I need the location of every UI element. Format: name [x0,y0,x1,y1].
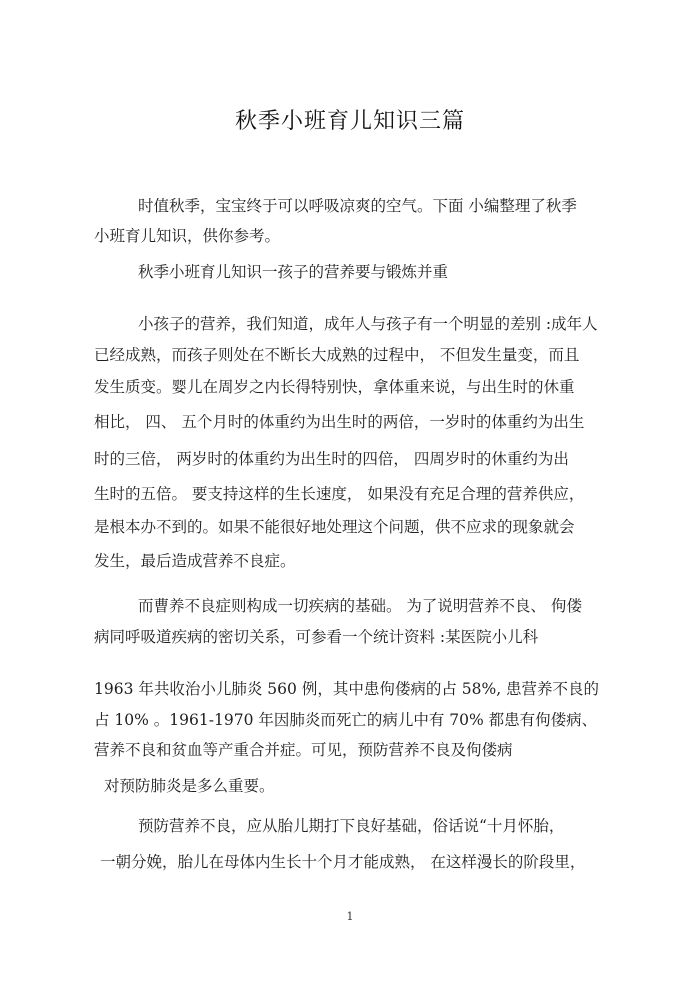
text-line: 对预防肺炎是多么重要。 [104,777,275,795]
document-title: 秋季小班育儿知识三篇 [234,109,465,134]
subheading-line: 秋季小班育儿知识一孩子的营养要与锻炼并重 [138,263,449,281]
text-line: 是根本办不到的。如果不能很好地处理这个问题，供不应求的现象就会 [94,518,575,536]
text-line: 占 10% 。1961-1970 年因肺炎而死亡的病儿中有 70% 都患有佝偻病、 [94,711,598,729]
text-line: 时的三倍， 两岁时的体重约为出生时的四倍， 四周岁时的休重约为出 [94,450,569,468]
text-line: 营养不良和贫血等产重合并症。可见，预防营养不良及佝偻病 [94,741,513,759]
text-line: 病同呼吸道疾病的密切关系，可参看一个统计资料 :某医院小儿科 [94,628,539,646]
text-line: 时值秋季，宝宝终于可以呼吸凉爽的空气。下面 小编整理了秋季 [138,197,577,215]
text-line: 发生，最后造成营养不良症。 [94,552,296,570]
text-line: 1963 年共收治小儿肺炎 560 例，其中患佝偻病的占 58%, 患营养不良的 [94,680,600,698]
text-line: 小孩子的营养，我们知道，成年人与孩子有一个明显的差别 :成年人 [138,315,598,333]
text-line: 而曹养不良症则构成一切疾病的基础。 为了说明营养不良、 佝偻 [138,597,582,615]
text-line: 相比， 四、 五个月时的体重约为出生时的两倍，一岁时的体重约为出生 [94,413,585,431]
text-line: 生时的五倍。 要支持这样的生长速度， 如果没有充足合理的营养供应， [94,485,585,503]
text-line: 发生质变。婴儿在周岁之内长得特别快，拿体重来说，与出生时的休重 [94,378,575,396]
text-line: 已经成熟，而孩子则处在不断长大成熟的过程中， 不但发生量变，而且 [94,346,580,364]
text-line: 预防营养不良，应从胎儿期打下良好基础，俗话说“十月怀胎， [138,817,565,835]
text-line: 一朝分娩，胎儿在母体内生长十个月才能成熟， 在这样漫长的阶段里， [100,853,586,871]
page-number: 1 [346,910,354,923]
text-line: 小班育儿知识，供你参考。 [94,227,281,245]
